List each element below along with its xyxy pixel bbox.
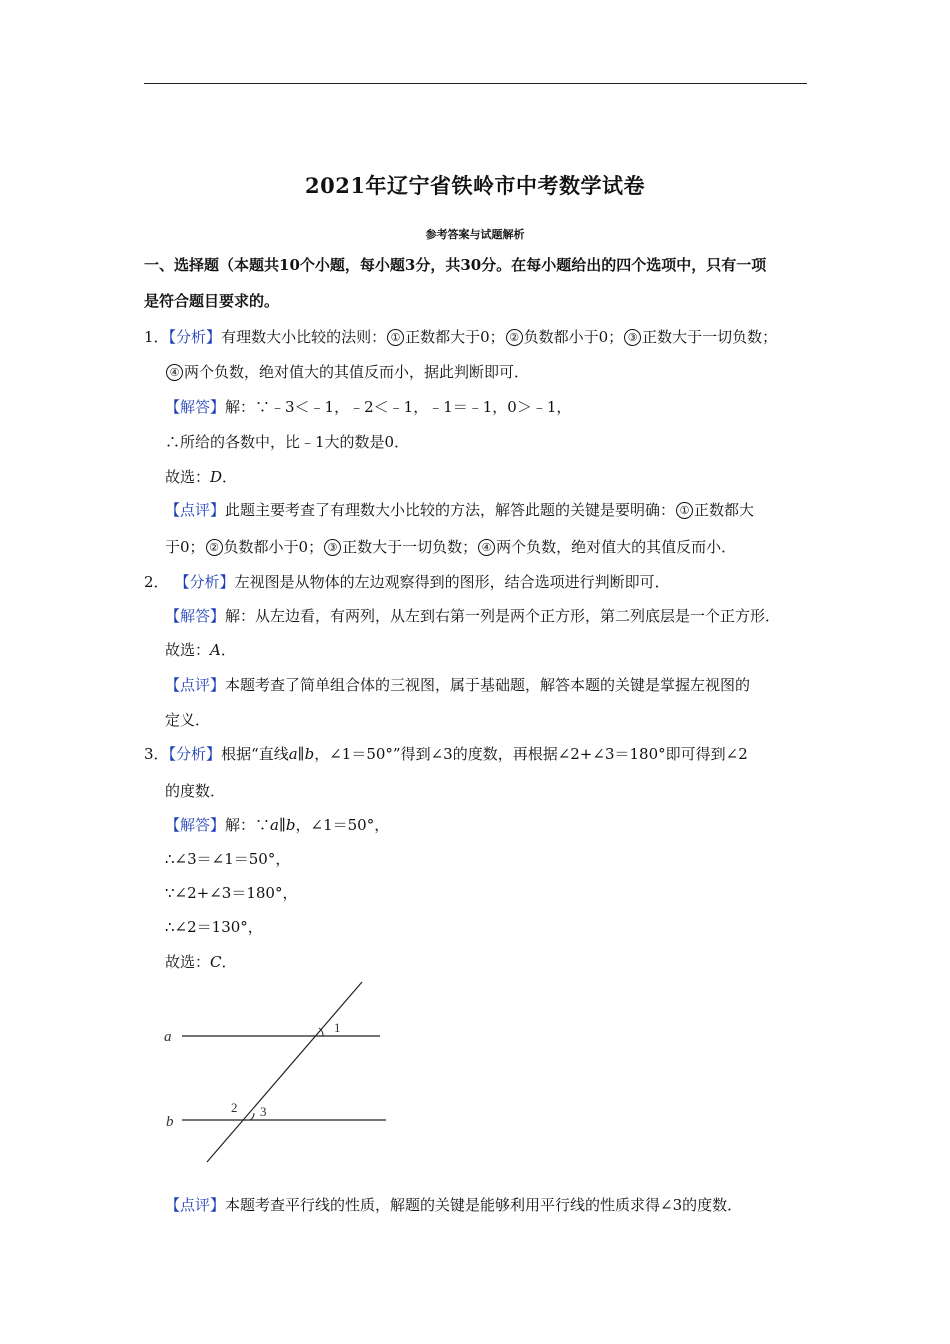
q2-solution: 【解答】解：从左边看，有两列，从左到右第一列是两个正方形，第二列底层是一个正方形． (165, 607, 781, 625)
q3-choice: 故选：C． (165, 953, 237, 971)
q1-comment-line2: 于0； ② 负数都小于0； ③ 正数大于一切负数； ④ 两个负数，绝对值大的其值反而小． (165, 538, 737, 556)
q1-choice: 故选：D． (165, 468, 238, 486)
q1-comment-line1: 【点评】此题主要考查了有理数大小比较的方法，解答此题的关键是要明确： ① 正数都大 (165, 501, 755, 519)
page-subtitle: 参考答案与试题解析 (425, 228, 525, 241)
angle3-arc (250, 1113, 254, 1120)
q3-step1: ∴∠3＝∠1＝50°， (165, 850, 291, 868)
comment-tag: 【点评】 (165, 501, 226, 519)
q3-step2: ∵∠2+∠3＝180°， (165, 884, 298, 902)
parallel-lines-figure (160, 980, 400, 1170)
q3-analysis-line1: 3．【分析】根据“直线a∥b，∠1＝50°”得到∠3的度数，再根据∠2+∠3＝180°即可得到∠2 (144, 745, 748, 763)
q1-therefore: ∴所给的各数中，比﹣1大的数是0． (165, 433, 410, 451)
q1-analysis-line2: ④ 两个负数，绝对值大的其值反而小，据此判断即可． (165, 362, 529, 382)
q1-number: 1． (144, 328, 169, 346)
label-b: b (166, 1114, 174, 1130)
q2-analysis: 2． 【分析】左视图是从物体的左边观察得到的图形，结合选项进行判断即可． (144, 573, 670, 591)
q1-analysis-line1: 1．【分析】有理数大小比较的法则： ① 正数都大于0； ② 负数都小于0； ③ 正数大于一切负数； (144, 328, 778, 346)
q1-solution: 【解答】解：∵﹣3＜﹣1，﹣2＜﹣1，﹣1＝﹣1，0＞﹣1， (165, 398, 572, 416)
solution-tag: 【解答】 (165, 398, 226, 416)
q3-analysis-line2: 的度数． (165, 782, 226, 800)
circled-number-1: ① (387, 329, 404, 346)
q2-comment-line1: 【点评】本题考查了简单组合体的三视图，属于基础题，解答本题的关键是掌握左视图的 (165, 676, 751, 694)
circled-number-2: ② (506, 329, 523, 346)
transversal-line (207, 982, 362, 1162)
q3-comment: 【点评】本题考查平行线的性质，解题的关键是能够利用平行线的性质求得∠3的度数． (165, 1196, 743, 1214)
analysis-tag: 【分析】 (168, 328, 222, 346)
circled-number-4: ④ (166, 364, 183, 381)
page-title: 2021年辽宁省铁岭市中考数学试卷 (305, 173, 645, 198)
angle-label-3: 3 (260, 1104, 267, 1119)
angle-label-2: 2 (231, 1100, 238, 1115)
q3-number: 3． (144, 745, 169, 763)
angle-label-1: 1 (334, 1020, 341, 1035)
label-a: a (164, 1029, 172, 1045)
circled-number-3: ③ (624, 329, 641, 346)
q3-step3: ∴∠2＝130°， (165, 918, 263, 936)
section-heading-line1: 一、选择题（本题共10个小题，每小题3分，共30分。在每小题给出的四个选项中，只有一项 (144, 256, 767, 274)
q2-choice: 故选：A． (165, 641, 236, 659)
header-rule (144, 83, 807, 84)
answer-letter: D (210, 468, 223, 486)
q3-solution: 【解答】解：∵a∥b，∠1＝50°， (165, 816, 390, 834)
q2-comment-line2: 定义． (165, 711, 211, 729)
section-heading-line2: 是符合题目要求的。 (144, 292, 280, 310)
q2-number: 2． (144, 573, 169, 591)
